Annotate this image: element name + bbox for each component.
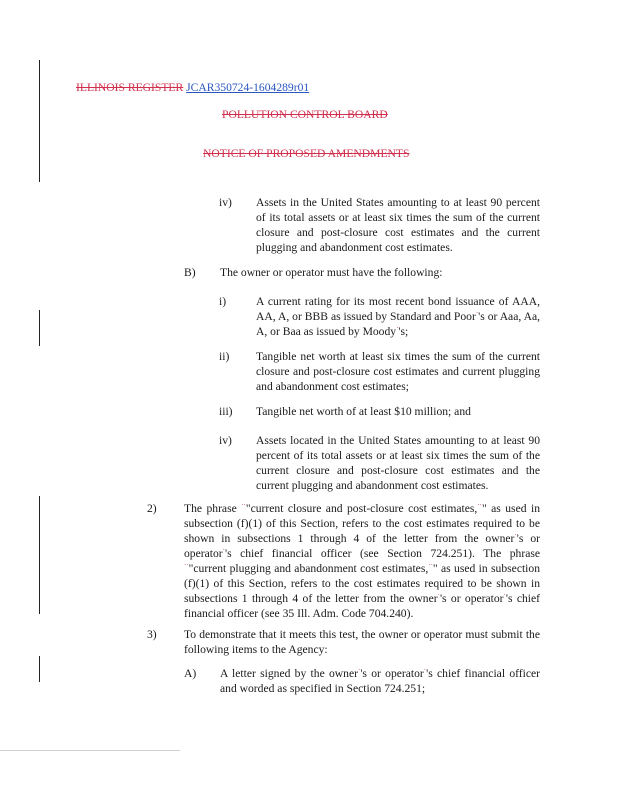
- item-text: Assets located in the United States amounting to at least 90 percent of its total assets or at least six times the sum of the current closure and post-closure cost estimates and the current plugging and abandonment cost estimates.: [256, 434, 540, 492]
- item-label: 2): [147, 502, 157, 515]
- item-label: 3): [147, 628, 157, 641]
- item-text: To demonstrate that it meets this test, the owner or operator must submit the following items to the Agency:: [184, 628, 540, 656]
- change-bar: [39, 310, 40, 346]
- change-bar: [39, 656, 40, 682]
- register-inserted-text: JCAR350724-1604289r01: [186, 81, 310, 94]
- item-text: Tangible net worth of at least $10 million; and: [256, 405, 471, 418]
- item-label: i): [219, 295, 227, 308]
- item-label: iv): [219, 434, 232, 447]
- item-label: B): [184, 266, 196, 279]
- footer-rule: [0, 750, 180, 751]
- item-label: iv): [219, 196, 232, 209]
- register-struck-text: ILLINOIS REGISTER: [76, 81, 184, 94]
- change-bar: [39, 60, 40, 182]
- item-text: The phrase ··"current closure and post-closure cost estimates,··" as used in subsection (f)(1) of this Section, refers to the cost estimates required to be shown in subsections 1 through 4 of the letter from the owner·'s or operator·'s chief financial officer (see Section 724.251). The phrase ··"current plugging and abandonment cost estimates,··" as used in subsection (f)(1) of this Section, refers to the cost estimates required to be shown in subsections 1 through 4 of the letter from the owner·'s or operator·'s chief financial officer (see 35 Ill. Adm. Code 704.240).: [184, 501, 541, 620]
- item-label: iii): [219, 405, 233, 418]
- item-text: Assets in the United States amounting to at least 90 percent of its total assets or at least six times the sum of the current closure and post-closure cost estimates and the current plugging and abandonment cost estimates.: [256, 196, 540, 254]
- item-text: A letter signed by the owner·'s or operator·'s chief financial officer and worded as specified in Section 724.251;: [220, 666, 541, 695]
- change-bar: [39, 496, 40, 614]
- board-header: POLLUTION CONTROL BOARD: [222, 108, 388, 121]
- item-text: Tangible net worth at least six times the sum of the current closure and post-closure cost estimates and current plugging and abandonment cost estimates;: [256, 350, 540, 393]
- item-label: ii): [219, 350, 230, 363]
- notice-header: NOTICE OF PROPOSED AMENDMENTS: [203, 147, 410, 160]
- register-header: [76, 80, 309, 95]
- item-label: A): [184, 667, 197, 680]
- item-text: The owner or operator must have the following:: [220, 266, 443, 279]
- item-text: A current rating for its most recent bond issuance of AAA, AA, A, or BBB as issued by Standard and Poor·'s or Aaa, Aa, A, or Baa as issued by Moody·'s;: [256, 295, 540, 338]
